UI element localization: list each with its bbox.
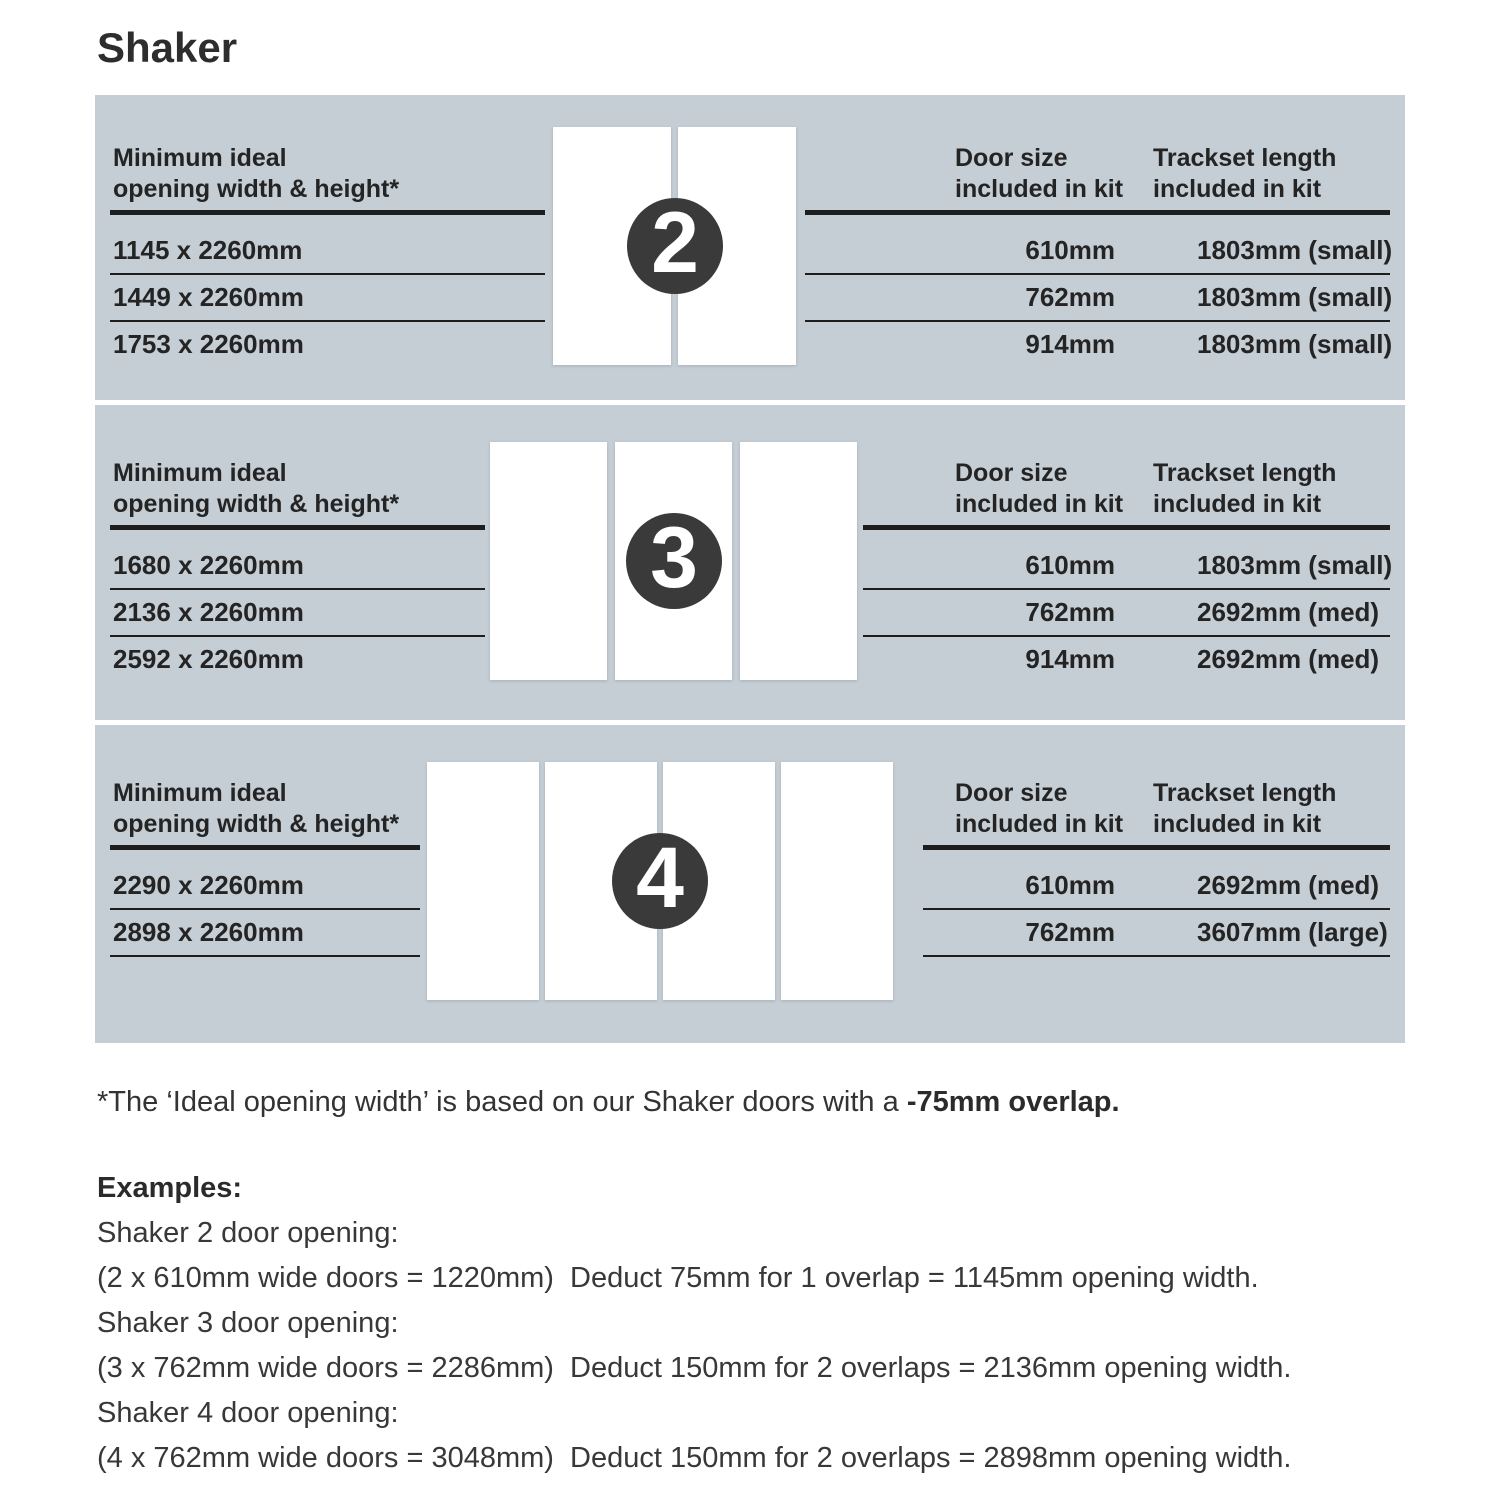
door-size-value: 610mm [1025, 550, 1115, 580]
opening-size-value: 1449 x 2260mm [113, 282, 304, 312]
opening-size-header-line2: opening width & height* [113, 175, 400, 203]
opening-size-header-line1: Minimum ideal [113, 779, 287, 807]
door-size-value: 762mm [1025, 597, 1115, 627]
opening-size-value: 2592 x 2260mm [113, 644, 304, 674]
kit-section-2-door [95, 95, 1405, 400]
trackset-header [1153, 458, 1336, 520]
example-detail: (2 x 610mm wide doors = 1220mm) Deduct 75mm for 1 overlap = 1145mm opening width. [97, 1262, 1259, 1294]
example-label: Shaker 3 door opening: [97, 1307, 399, 1339]
door-panel-illustration [490, 442, 607, 680]
trackset-value: 2692mm (med) [1197, 597, 1380, 627]
page-title: Shaker [97, 24, 238, 71]
trackset-value: 1803mm (small) [1197, 282, 1393, 312]
trackset-header [1153, 778, 1336, 840]
shaker-spec-table [95, 95, 1405, 1043]
overlap-footnote-bold: -75mm overlap. [906, 1086, 1120, 1118]
overlap-footnote-text: *The ‘Ideal opening width’ is based on our Shaker doors with a [97, 1086, 907, 1118]
trackset-value: 2692mm (med) [1197, 644, 1380, 674]
door-size-value: 610mm [1025, 235, 1115, 265]
door-size-value: 914mm [1025, 644, 1115, 674]
header-divider [110, 210, 545, 215]
trackset-value: 1803mm (small) [1197, 550, 1393, 580]
door-count-badge: 4 [612, 833, 708, 929]
door-size-header-line1: Door size [955, 459, 1068, 487]
trackset-value: 1803mm (small) [1197, 329, 1393, 359]
header-divider [863, 525, 1390, 530]
door-size-value: 610mm [1025, 870, 1115, 900]
door-size-value: 914mm [1025, 329, 1115, 359]
door-size-header [955, 143, 1123, 205]
trackset-value: 3607mm (large) [1197, 917, 1388, 947]
trackset-header-line2: included in kit [1153, 490, 1322, 518]
trackset-header-line2: included in kit [1153, 175, 1322, 203]
opening-size-header-line1: Minimum ideal [113, 459, 287, 487]
door-panel-illustration [781, 762, 893, 1000]
examples-heading: Examples: [97, 1172, 243, 1204]
door-count-badge: 3 [626, 513, 722, 609]
header-divider [110, 845, 420, 850]
trackset-value: 2692mm (med) [1197, 870, 1380, 900]
door-size-header-line1: Door size [955, 144, 1068, 172]
header-divider [805, 210, 1390, 215]
opening-size-header-line2: opening width & height* [113, 810, 400, 838]
door-size-header-line2: included in kit [955, 490, 1124, 518]
door-panel-illustration [427, 762, 539, 1000]
door-size-value: 762mm [1025, 282, 1115, 312]
header-divider [110, 525, 485, 530]
row-divider [923, 955, 1390, 957]
door-size-header [955, 778, 1123, 840]
trackset-header-line1: Trackset length [1153, 779, 1337, 807]
door-size-header-line1: Door size [955, 779, 1068, 807]
opening-size-value: 1680 x 2260mm [113, 550, 304, 580]
opening-size-header [113, 143, 399, 205]
example-detail: (3 x 762mm wide doors = 2286mm) Deduct 150mm for 2 overlaps = 2136mm opening width. [97, 1352, 1292, 1384]
opening-size-header [113, 458, 399, 520]
example-label: Shaker 4 door opening: [97, 1397, 399, 1429]
opening-size-value: 1145 x 2260mm [113, 235, 303, 265]
opening-size-value: 2290 x 2260mm [113, 870, 304, 900]
opening-size-value: 2136 x 2260mm [113, 597, 304, 627]
trackset-header [1153, 143, 1336, 205]
opening-size-value: 1753 x 2260mm [113, 329, 304, 359]
example-label: Shaker 2 door opening: [97, 1217, 399, 1249]
door-size-header [955, 458, 1123, 520]
door-panel-illustration [740, 442, 857, 680]
opening-size-header [113, 778, 399, 840]
door-count-badge: 2 [627, 198, 723, 294]
examples-block [97, 1166, 1291, 1481]
opening-size-header-line1: Minimum ideal [113, 144, 287, 172]
kit-section-4-door [95, 725, 1405, 1043]
trackset-header-line1: Trackset length [1153, 144, 1337, 172]
trackset-header-line2: included in kit [1153, 810, 1322, 838]
opening-size-value: 2898 x 2260mm [113, 917, 304, 947]
row-divider [110, 955, 420, 957]
trackset-header-line1: Trackset length [1153, 459, 1337, 487]
example-detail: (4 x 762mm wide doors = 3048mm) Deduct 150mm for 2 overlaps = 2898mm opening width. [97, 1442, 1292, 1474]
door-size-header-line2: included in kit [955, 175, 1124, 203]
kit-section-3-door [95, 405, 1405, 720]
trackset-value: 1803mm (small) [1197, 235, 1393, 265]
overlap-footnote [97, 1086, 1120, 1119]
door-size-header-line2: included in kit [955, 810, 1124, 838]
door-size-value: 762mm [1025, 917, 1115, 947]
opening-size-header-line2: opening width & height* [113, 490, 400, 518]
header-divider [923, 845, 1390, 850]
